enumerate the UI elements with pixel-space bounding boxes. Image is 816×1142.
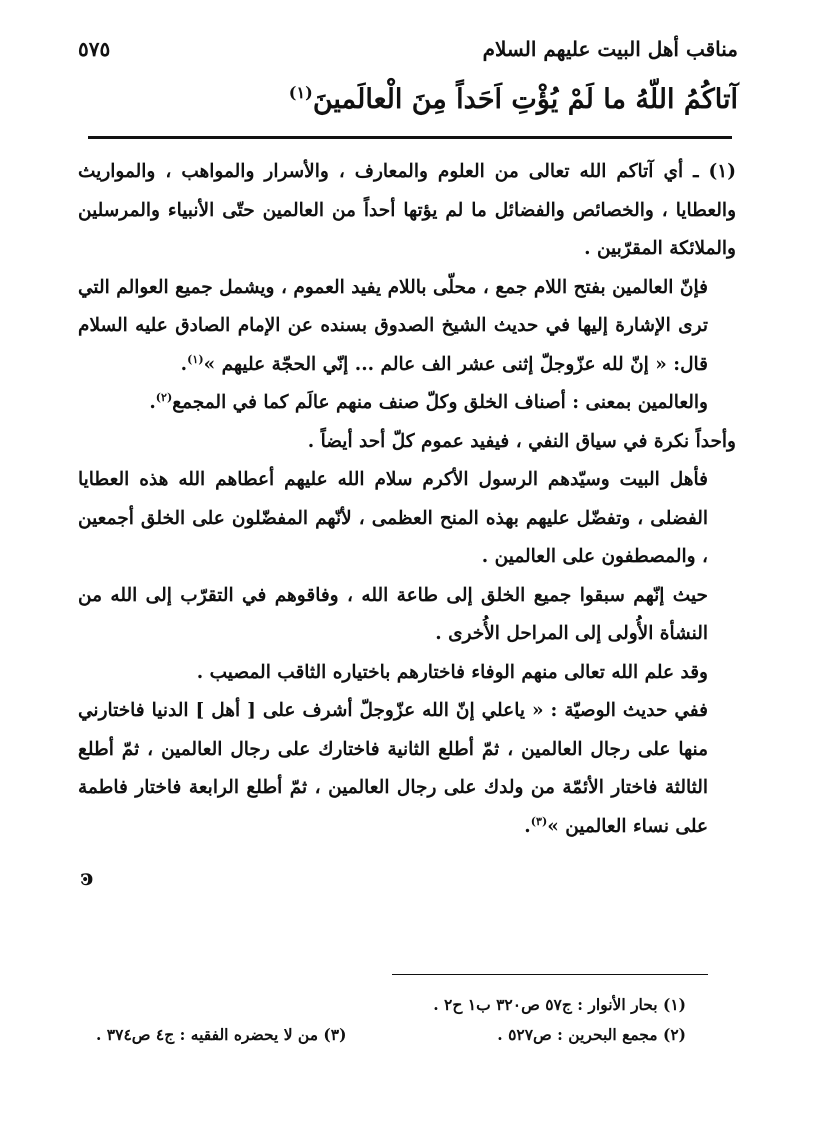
page-header xyxy=(78,32,738,66)
verse-footnote-ref: (١) xyxy=(288,83,313,102)
paragraph-1: (١) ـ أي آتاكم الله تعالى من العلوم والمعارف ، والأسرار والمواهب ، والمواريث والعطايا ، والخصائص والفضائل ما لم يؤتها أحداً من العالمين حتّى الأنبياء والمرسلين والملائكة المقرّبين . xyxy=(78,161,736,259)
quranic-verse xyxy=(90,80,738,120)
paragraph-8-ref: (٣) xyxy=(530,814,548,828)
paragraph-8: ففي حديث الوصيّة : « ياعلي إنّ الله عزّوجلّ أشرف على [ أهل ] الدنيا فاختارني منها على رجال العالمين ، ثمّ أطلع الثانية فاختارك على رجال العالمين ، ثمّ أطلع الثالثة فاختار الأئمّة من ولدك على رجال العالمين ، ثمّ أطلع الرابعة فاختار فاطمة على نساء العالمين »$^{(٣)}$. xyxy=(78,700,708,837)
paragraph-2: فإنّ العالمين بفتح اللام جمع ، محلّى باللام يفيد العموم ، ويشمل جميع العوالم التي ترى الإشارة إليها في حديث الشيخ الصدوق بسنده عن الإمام الصادق عليه السلام قال: « إنّ لله عزّوجلّ إثنى عشر الف عالم ... إنّي الحجّة عليهم »$^{(١)}$. xyxy=(78,276,708,375)
verse-divider xyxy=(88,136,732,139)
footnote-divider xyxy=(392,974,708,975)
paragraph-5: فأهل البيت وسيّدهم الرسول الأكرم سلام الله عليهم أعطاهم الله هذه العطايا الفضلى ، وتفضّل عليهم بهذه المنح العظمى ، لأنّهم المفضّلون على الخلق أجمعين ، والمصطفون على العالمين . xyxy=(78,469,708,567)
footnotes xyxy=(96,990,686,1050)
paragraph-6: حيث إنّهم سبقوا جميع الخلق إلى طاعة الله ، وفاقوهم في التقرّب إلى الله من النشأة الأُولى إلى المراحل الأُخرى . xyxy=(78,584,708,644)
footnote-3: (٣) من لا يحضره الفقيه : ج٤ ص٣٧٤ . xyxy=(96,1025,347,1044)
paragraph-2-text: فإنّ العالمين بفتح اللام جمع ، محلّى باللام يفيد العموم ، ويشمل جميع العوالم التي ترى الإشارة إليها في حديث الشيخ الصدوق بسنده عن الإمام الصادق عليه السلام قال: « إنّ لله عزّوجلّ إثنى عشر الف عالم ... إنّي الحجّة عليهم » xyxy=(78,276,708,375)
verse-text: آتاكُمُ اللّهُ ما لَمْ يُؤْتِ اَحَداً مِنَ الْعالَمينَ xyxy=(312,84,738,115)
paragraph-3: والعالمين بمعنى : أصناف الخلق وكلّ صنف منهم عالَم كما في المجمع$^{(٢)}$. xyxy=(149,390,708,413)
paragraph-3-text: والعالمين بمعنى : أصناف الخلق وكلّ صنف منهم عالَم كما في المجمع xyxy=(172,392,708,413)
footnote-1: (١) بحار الأنوار : ج٥٧ ص٣٢٠ ب١ ح٢ . xyxy=(433,995,686,1014)
paragraph-8-text: ففي حديث الوصيّة : « ياعلي إنّ الله عزّوجلّ أشرف على [ أهل ] الدنيا فاختارني منها على رجال العالمين ، ثمّ أطلع الثانية فاختارك على رجال العالمين ، ثمّ أطلع الثالثة فاختار الأئمّة من ولدك على رجال العالمين ، ثمّ أطلع الرابعة فاختار فاطمة على نساء العالمين » xyxy=(78,700,708,837)
footnote-row-2 xyxy=(96,1020,686,1050)
paragraph-7: وقد علم الله تعالى منهم الوفاء فاختارهم باختياره الثاقب المصيب . xyxy=(196,661,708,683)
continuation-mark-icon: ꜿ xyxy=(80,865,94,891)
paragraph-2-ref: (١) xyxy=(187,352,204,366)
book-title: مناقب أهل البيت عليهم السلام xyxy=(482,37,738,61)
page-number: ٥٧٥ xyxy=(78,37,111,61)
footnote-2: (٢) مجمع البحرين : ص٥٢٧ . xyxy=(497,1025,686,1044)
commentary-body xyxy=(78,153,736,846)
paragraph-3-ref: (٢) xyxy=(155,390,173,404)
footnote-row-1 xyxy=(96,990,686,1020)
paragraph-4: وأحداً نكرة في سياق النفي ، فيفيد عموم كلّ أحد أيضاً . xyxy=(307,430,736,452)
